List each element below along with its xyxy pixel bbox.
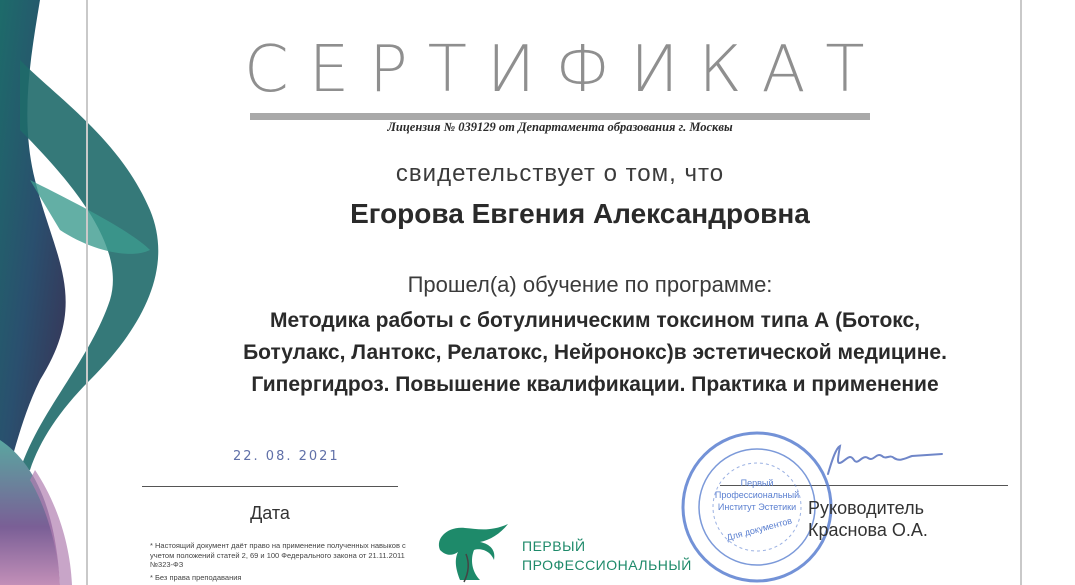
date-value: 22. 08. 2021 (233, 449, 340, 464)
date-label: Дата (250, 503, 290, 523)
footnotes (150, 541, 410, 582)
stamp-line: Институт Эстетики (717, 502, 797, 512)
stamp-line: Первый (740, 478, 774, 488)
logo-text-line1: ПЕРВЫЙ (522, 538, 586, 554)
date-line (142, 486, 398, 487)
stamp-line: Профессиональный (714, 490, 800, 500)
program-line: Ботулакс, Лантокс, Релатокс, Нейронокс)в эстетической медицине. (243, 341, 947, 364)
license-text: Лицензия № 039129 от Департамента образования г. Москвы (387, 120, 733, 134)
title-rule (250, 113, 870, 120)
head-title: Руководитель (808, 498, 924, 518)
ribbon-decoration (0, 0, 170, 585)
certifies-text: свидетельствует о том, что (395, 160, 725, 187)
completed-text: Прошел(а) обучение по программе: (407, 272, 773, 297)
stamp-line: Для документов (725, 515, 794, 543)
institute-logo-icon (430, 520, 518, 585)
certificate-title: СЕРТИФИКАТ (244, 33, 885, 107)
footnote-no-teaching: * Без права преподавания (150, 572, 242, 582)
handwritten-signature (820, 440, 950, 480)
program-title (170, 305, 1020, 401)
footnote-rights: * Настоящий документ даёт право на применение полученных навыков с учетом положений статей 2, 69 и 100 Федерального закона от 21.11.2011 №323-ФЗ (150, 541, 406, 569)
head-name: Краснова О.А. (808, 520, 928, 540)
program-line: Методика работы с ботулиническим токсином типа А (Ботокс, (269, 309, 921, 332)
person-name: Егорова Евгения Александровна (350, 198, 810, 229)
program-line: Гипергидроз. Повышение квалификации. Практика и применение (251, 373, 939, 396)
right-border-line (1020, 0, 1022, 585)
left-border-line (86, 0, 88, 585)
logo-text-line2: ПРОФЕССИОНАЛЬНЫЙ (522, 557, 692, 573)
